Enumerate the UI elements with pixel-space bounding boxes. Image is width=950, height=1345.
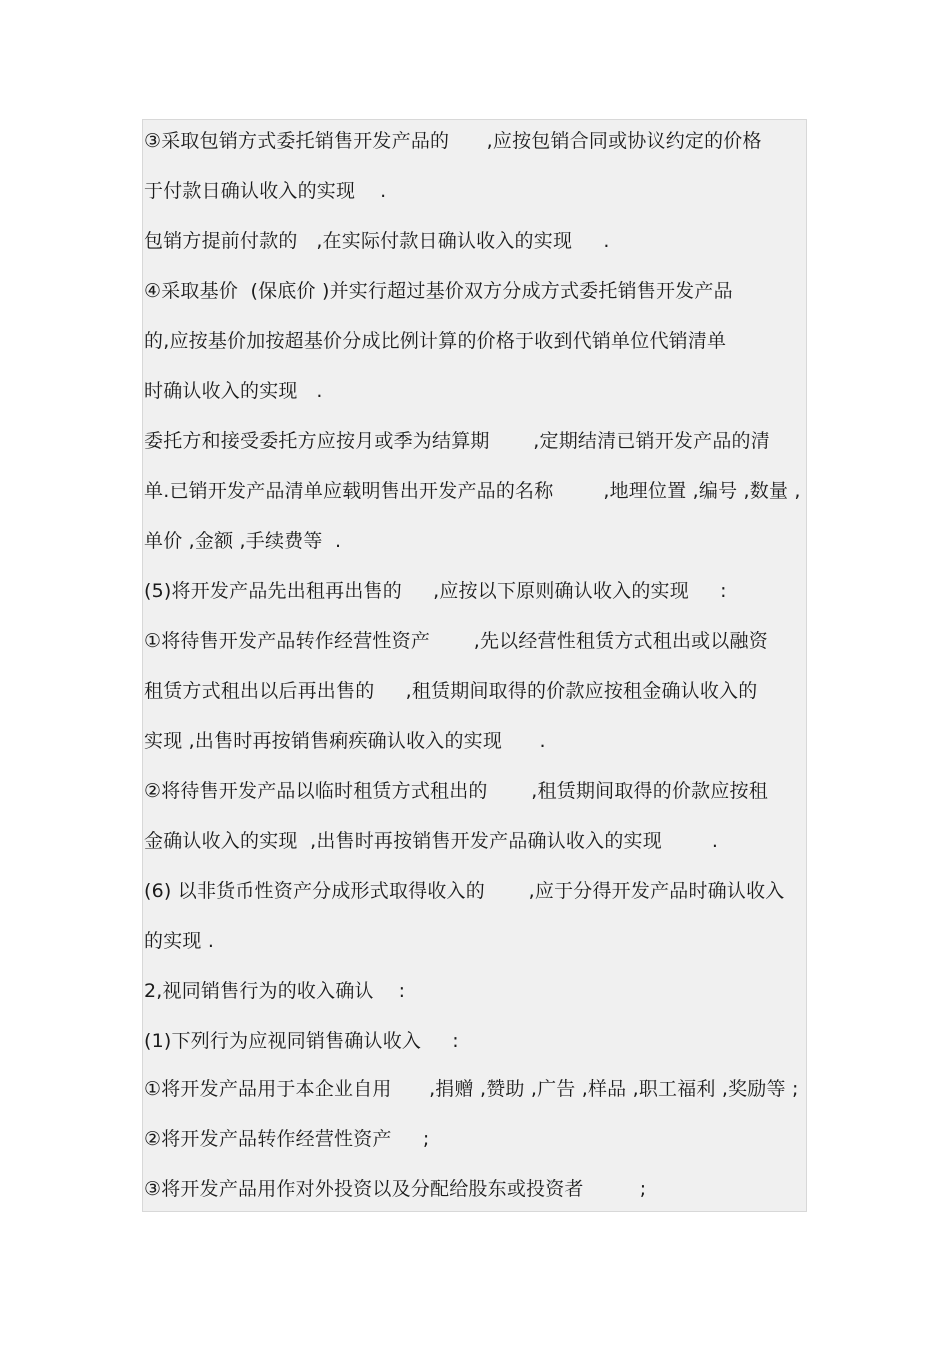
text-line-17: 的实现 . — [144, 930, 215, 952]
text-line-13: 实现 ,出售时再按销售痢疾确认收入的实现 . — [144, 730, 546, 752]
text-line-7: 委托方和接受委托方应按月或季为结算期 ,定期结清已销开发产品的清 — [144, 430, 770, 452]
text-line-14: ②将待售开发产品以临时租赁方式租出的 ,租赁期间取得的价款应按租 — [144, 780, 768, 802]
text-line-15: 金确认收入的实现 ,出售时再按销售开发产品确认收入的实现 . — [144, 830, 719, 852]
text-line-4: ④采取基价 (保底价 )并实行超过基价双方分成方式委托销售开发产品 — [144, 280, 733, 302]
text-line-2: 于付款日确认收入的实现 . — [144, 180, 387, 202]
text-line-20: ①将开发产品用于本企业自用 ,捐赠 ,赞助 ,广告 ,样品 ,职工福利 ,奖励等 ; — [144, 1078, 799, 1100]
text-line-3: 包销方提前付款的 ,在实际付款日确认收入的实现 . — [144, 230, 610, 252]
text-line-10: (5)将开发产品先出租再出售的 ,应按以下原则确认收入的实现 : — [144, 580, 727, 602]
text-line-19: (1)下列行为应视同销售确认收入 : — [144, 1030, 459, 1052]
text-line-9: 单价 ,金额 ,手续费等 . — [144, 530, 342, 552]
text-line-6: 时确认收入的实现 . — [144, 380, 323, 402]
text-line-21: ②将开发产品转作经营性资产 ; — [144, 1128, 430, 1150]
text-line-8: 单.已销开发产品清单应载明售出开发产品的名称 ,地理位置 ,编号 ,数量 , — [144, 480, 801, 502]
text-line-1: ③采取包销方式委托销售开发产品的 ,应按包销合同或协议约定的价格 — [144, 130, 762, 152]
text-line-22: ③将开发产品用作对外投资以及分配给股东或投资者 ; — [144, 1178, 647, 1200]
text-line-11: ①将待售开发产品转作经营性资产 ,先以经营性租赁方式租出或以融资 — [144, 630, 768, 652]
text-line-18: 2,视同销售行为的收入确认 : — [144, 980, 406, 1002]
text-line-16: (6) 以非货币性资产分成形式取得收入的 ,应于分得开发产品时确认收入 — [144, 880, 785, 902]
text-line-12: 租赁方式租出以后再出售的 ,租赁期间取得的价款应按租金确认收入的 — [144, 680, 758, 702]
text-line-5: 的,应按基价加按超基价分成比例计算的价格于收到代销单位代销清单 — [144, 330, 727, 352]
